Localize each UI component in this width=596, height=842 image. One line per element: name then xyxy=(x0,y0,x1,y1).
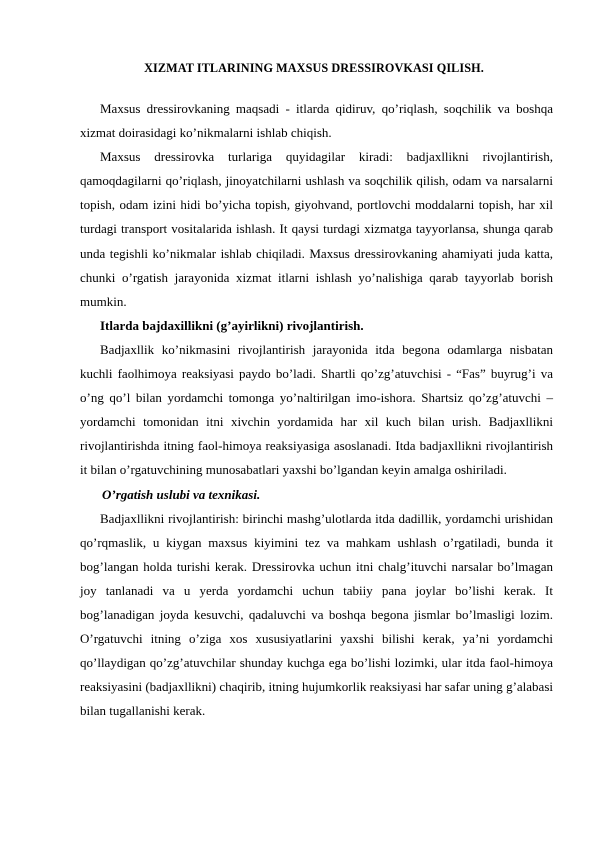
document-body xyxy=(80,97,553,723)
paragraph-purpose: Maxsus dressirovkaning maqsadi - itlarda qidiruv, qo’riqlash, soqchilik va boshqa xizmat doirasidagi ko’nikmalarni ishlab chiqish. xyxy=(80,101,553,141)
subsection-heading: O’rgatish uslubi va texnikasi. xyxy=(102,486,261,502)
document-title: XIZMAT ITLARINING MAXSUS DRESSIROVKASI QILISH. xyxy=(144,61,484,75)
paragraph-aggression: Badjaxllik ko’nikmasini rivojlantirish jarayonida itda begona odamlarga nisbatan kuchli faolhimoya reaksiyasi paydo bo’ladi. Shartli qo’zg’atuvchisi - “Fas” buyrug’i va o’ng qo’l bilan yordamchi tomonga yo’naltirilgan imo-ishora. Shartsiz qo’zg’atuvchi – yordamchi tomonidan itni xivchin yordamida har xil kuch bilan urish. Badjaxllikni rivojlantirishda itning faol-himoya reaksiyasiga asoslanadi. Itda badjaxllikni rivojlantirish it bilan o’rgatuvchining munosabatlari yaxshi bo’lgandan keyin amalga oshiriladi. xyxy=(80,341,553,478)
section-heading: Itlarda bajdaxillikni (g’ayirlikni) rivojlantirish. xyxy=(100,317,364,333)
paragraph-method: Badjaxllikni rivojlantirish: birinchi mashg’ulotlarda itda dadillik, yordamchi urishidan qo’rqmaslik, u kiygan maxsus kiyimini tez va mahkam ushlash o’rgatiladi, bunda it bog’langan holda turishi kerak. Dressirovka uchun itni chalg’ituvchi narsalar bo’lmagan joy tanlanadi va u yerda yordamchi uchun tabiiy pana joylar bo’lishi kerak. It bog’lanadigan joyda kesuvchi, qadaluvchi va boshqa begona jismlar bo’lmasligi lozim. O’rgatuvchi itning o’ziga xos xususiyatlarini yaxshi bilishi kerak, ya’ni yordamchi qo’llaydigan qo’zg’atuvchilar shunday kuchga ega bo’lishi lozimki, ular itda faol-himoya reaksiyasini (badjaxllikni) chaqirib, itning hujumkorlik reaksiyasi har safar uning g’alabasi bilan tugallanishi kerak. xyxy=(80,510,553,719)
paragraph-types: Maxsus dressirovka turlariga quyidagilar kiradi: badjaxllikni rivojlantirish, qamoqdagilarni qo’riqlash, jinoyatchilarni ushlash va soqchilik qilish, odam va narsalarni topish, odam izini hidi bo’yicha topish, giyohvand, portlovchi moddalarni topish, har xil turdagi transport vositalarida ishlash. It qaysi turdagi xizmatga tayyorlansa, shunga qarab unda tegishli ko’nikmalar ishlab chiqiladi. Maxsus dressirovkaning ahamiyati juda katta, chunki o’rgatish jarayonida xizmat itlarni ishlash yo’nalishiga qarab tayyorlab borish mumkin. xyxy=(80,149,553,309)
